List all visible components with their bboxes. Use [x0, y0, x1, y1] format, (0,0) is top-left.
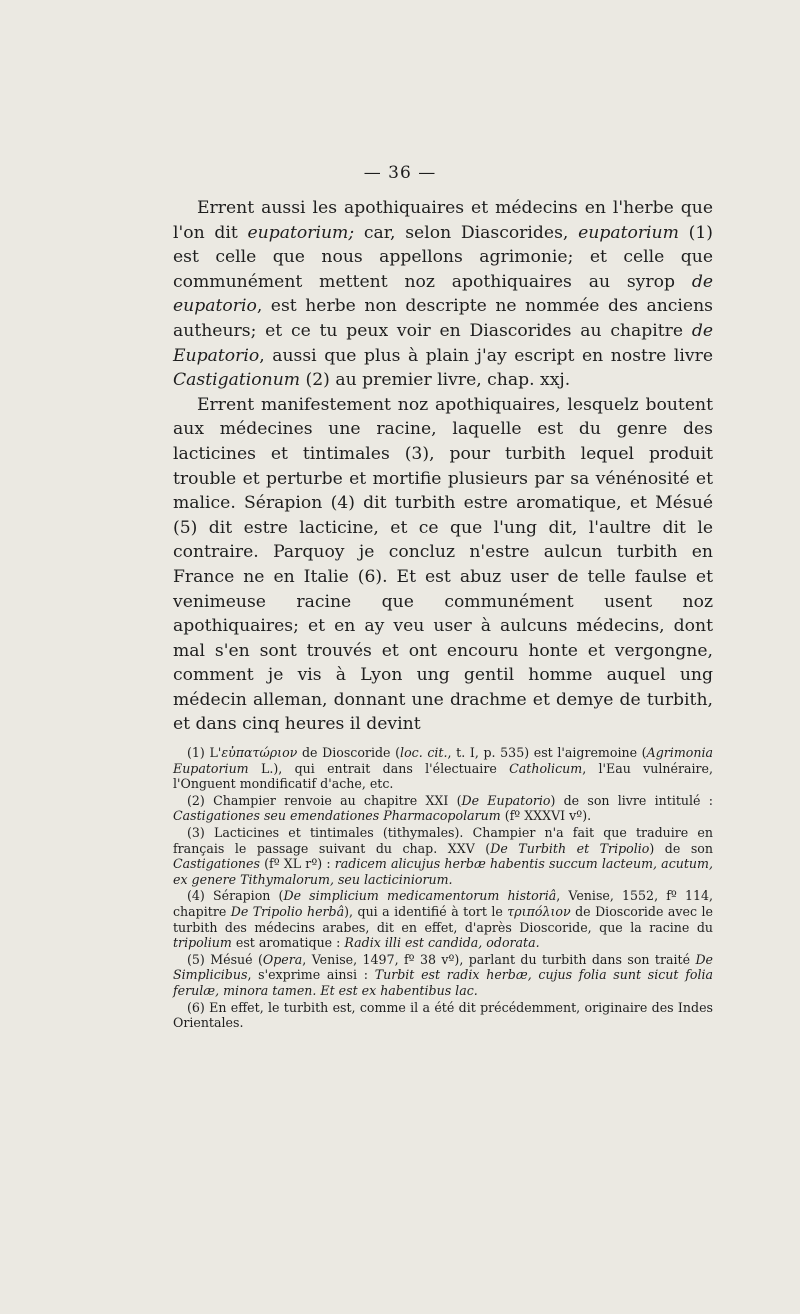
italic-text: de eupatorio	[173, 271, 713, 317]
text-run: (3) Lacticines et tintimales (tithymales). Champier n'a fait que traduire en français le passage suivant du chap. XXV (	[173, 824, 713, 856]
italic-text: De simplicium medicamentorum historiâ	[283, 888, 557, 904]
text-run: Errent manifestement noz apothiquaires, lesquelz boutent aux médecines une racine, laquelle est du genre des lacticines et tintimales (3), pour turbith lequel produit trouble et perturbe et mortifie plusieurs par sa vénénosité et malice. Sérapion (4) dit turbith estre aromatique, et Mésué (5) dit estre lacticine, et ce que l'ung dit, l'aultre dit le contraire. Parquoy je concluz n'estre aulcun turbith en France ne en Italie (6). Et est abuz user de telle faulse et venimeuse racine que communément usent noz apothiquaires; et en ay veu user à aulcuns médecins, dont mal s'en sont trouvés et ont encouru honte et vergongne, comment je vis à Lyon ung gentil homme auquel ung médecin alleman, donnant une drachme et demye de turbith, et dans cinq heures il devint	[173, 394, 713, 735]
italic-text: De Eupatorio	[461, 792, 551, 808]
text-run: (5) Mésué (	[187, 951, 263, 967]
text-run: ), qui a identifié à tort le	[344, 903, 508, 919]
text-run: car, selon Diascorides,	[354, 222, 579, 243]
italic-text: Castigationes	[173, 856, 260, 872]
footnote-1	[173, 745, 713, 792]
italic-text: Castigationum	[173, 370, 301, 391]
footnotes	[173, 745, 713, 1032]
body-text	[173, 196, 713, 737]
text-run: de Dioscoride (	[297, 745, 401, 760]
italic-text: de Eupatorio	[173, 320, 713, 366]
text-run: L.), qui entrait dans l'électuaire	[248, 760, 510, 776]
text-run: (2) au premier livre, chap. xxj.	[300, 370, 571, 391]
italic-text: tripolium	[173, 935, 232, 951]
paragraph-2	[173, 393, 713, 737]
text-run: (6) En effet, le turbith est, comme il a été dit précédemment, originaire des Indes Orientales.	[173, 999, 713, 1031]
text-run: , est herbe non descripte ne nommée des anciens autheurs; et ce tu peux voir en Diascorides au chapitre	[173, 296, 713, 341]
text-run: (1) est celle que nous appellons agrimonie; et celle que communément mettent noz apothiquaires au syrop	[173, 222, 713, 292]
italic-text: De Simplicibus	[173, 951, 713, 983]
italic-text: De Tripolio herbâ	[230, 903, 345, 919]
text-run: est aromatique :	[231, 935, 345, 951]
page-number: — 36 —	[363, 163, 437, 183]
italic-text: eupatorium;	[247, 222, 355, 243]
text-run: , aussi que plus à plain j'ay escript en nostre livre	[259, 345, 713, 366]
paragraph-1	[173, 196, 713, 393]
footnote-6	[173, 1000, 713, 1031]
footnote-2	[173, 793, 713, 824]
italic-text: eupatorium	[578, 222, 679, 243]
italic-text: Radix illi est candida, odorata.	[344, 935, 540, 951]
italic-text: Opera	[262, 951, 303, 967]
text-run: , s'exprime ainsi :	[247, 967, 375, 983]
footnote-4	[173, 888, 713, 950]
italic-text: radicem alicujus herbæ habentis succum lacteum, acutum, ex genere Tithymalorum, seu lacticiniorum.	[173, 856, 713, 887]
text-run: , Venise, 1552, fº 114, chapitre	[173, 888, 714, 919]
italic-text: Catholicum	[509, 760, 583, 776]
italic-text: loc. cit.	[400, 745, 448, 760]
footnote-3	[173, 825, 713, 887]
text-run: ) de son livre intitulé :	[550, 792, 713, 808]
text-run: (1) L'	[187, 745, 222, 760]
text-run: de Dioscoride avec le turbith des médecins arabes, dit en effet, d'après Dioscoride, que la racine du	[173, 903, 713, 935]
text-run: , Venise, 1497, fº 38 vº), parlant du turbith dans son traité	[302, 951, 696, 967]
italic-text: Castigationes seu emendationes Pharmacopolarum	[173, 808, 501, 824]
text-run: Errent aussi les apothiquaires et médecins en l'herbe que l'on dit	[173, 198, 713, 243]
italic-text: τριπόλιον	[507, 903, 571, 919]
text-run: (fº XXXVI vº).	[500, 808, 592, 824]
italic-text: Agrimonia Eupatorium	[173, 745, 713, 776]
text-run: (2) Champier renvoie au chapitre XXI (	[187, 792, 462, 808]
footnote-5	[173, 952, 713, 999]
italic-text: De Turbith et Tripolio	[490, 840, 650, 856]
text-run: (fº XL rº) :	[259, 856, 335, 872]
text-run: ) de son	[649, 840, 713, 856]
text-run: , t. I, p. 535) est l'aigremoine (	[447, 745, 647, 760]
italic-text: εὐπατώριον	[221, 745, 298, 760]
text-run: , l'Eau vulnéraire, l'Onguent mondificatif d'ache, etc.	[173, 760, 713, 792]
italic-text: Turbit est radix herbæ, cujus folia sunt sicut folia ferulæ, minora tamen. Et est ex habentibus lac.	[173, 967, 714, 998]
text-run: (4) Sérapion (	[187, 888, 284, 904]
